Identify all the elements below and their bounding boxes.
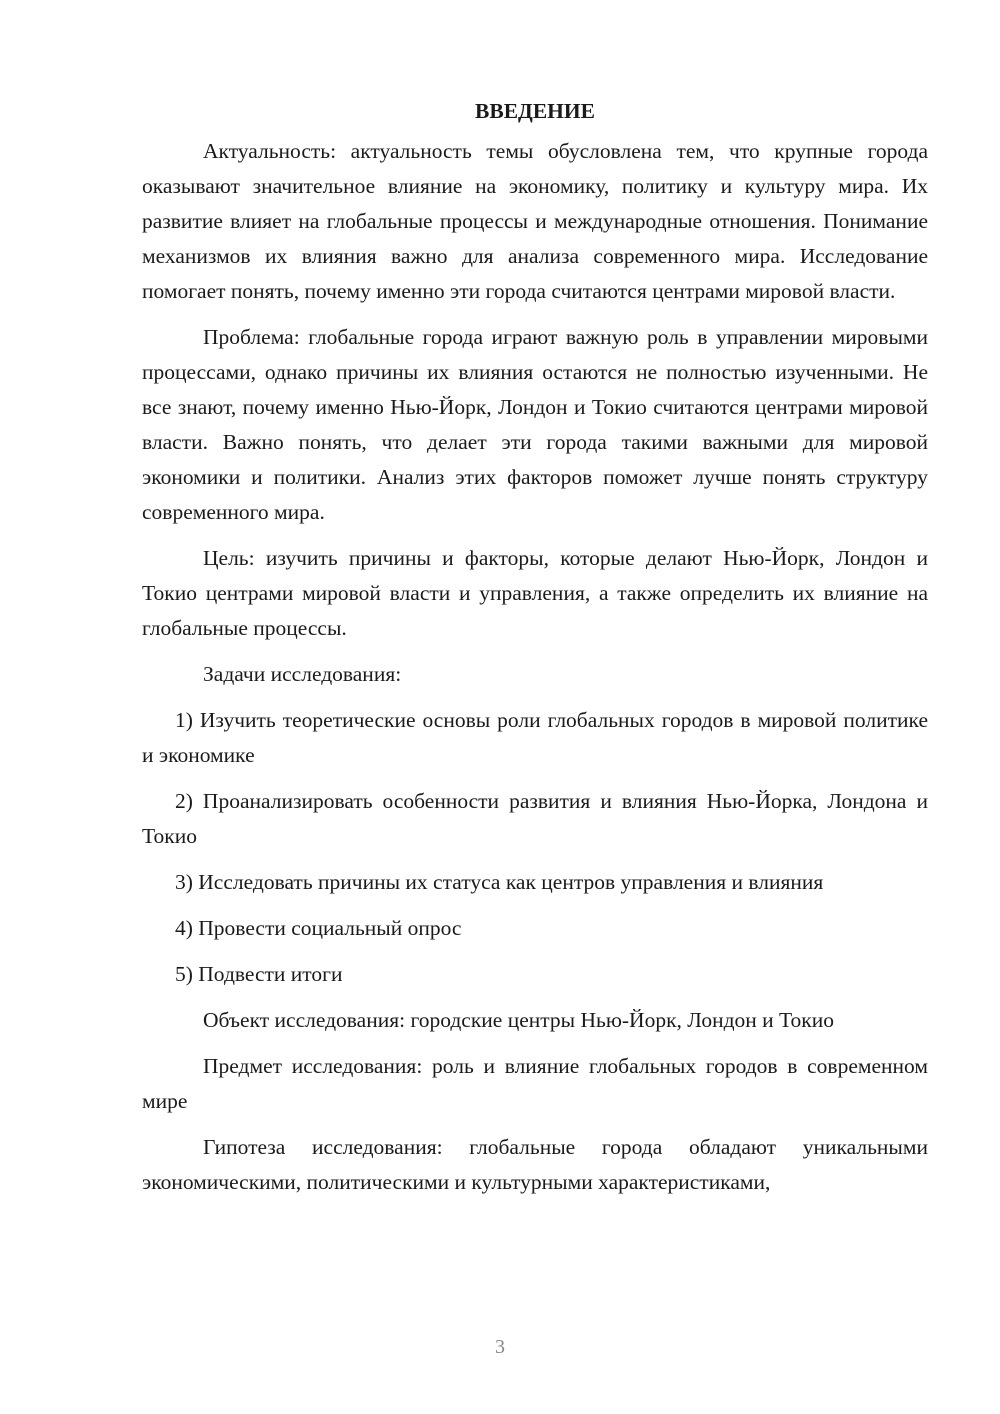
tasks-heading: Задачи исследования: (203, 662, 402, 686)
page-number: 3 (495, 1336, 505, 1358)
task-item-5: 5) Подвести итоги (175, 962, 343, 986)
task-item-4: 4) Провести социальный опрос (175, 916, 462, 940)
task-item-2: 2) Проанализировать особенности развития и влияния Нью-Йорка, Лондона и Токио (142, 789, 928, 848)
task-item-3: 3) Исследовать причины их статуса как центров управления и влияния (175, 870, 824, 894)
document-page (142, 96, 928, 1211)
paragraph-goal: Цель: изучить причины и факторы, которые делают Нью-Йорк, Лондон и Токио центрами мировой власти и управления, а также определить их влияние на глобальные процессы. (142, 546, 928, 640)
task-item-1: 1) Изучить теоретические основы роли глобальных городов в мировой политике и экономике (142, 708, 928, 767)
paragraph-relevance: Актуальность: актуальность темы обусловлена тем, что крупные города оказывают значительное влияние на экономику, политику и культуру мира. Их развитие влияет на глобальные процессы и международные отношения. Понимание механизмов их влияния важно для анализа современного мира. Исследование помогает понять, почему именно эти города считаются центрами мировой власти. (142, 139, 928, 303)
paragraph-object: Объект исследования: городские центры Нью-Йорк, Лондон и Токио (203, 1008, 834, 1032)
paragraph-subject: Предмет исследования: роль и влияние глобальных городов в современном мире (142, 1054, 928, 1113)
page-title: ВВЕДЕНИЕ (475, 99, 595, 123)
paragraph-hypothesis: Гипотеза исследования: глобальные города обладают уникальными экономическими, политическими и культурными характеристиками, (142, 1135, 928, 1194)
paragraph-problem: Проблема: глобальные города играют важную роль в управлении мировыми процессами, однако причины их влияния остаются не полностью изученными. Не все знают, почему именно Нью-Йорк, Лондон и Токио считаются центрами мировой власти. Важно понять, что делает эти города такими важными для мировой экономики и политики. Анализ этих факторов поможет лучше понять структуру современного мира. (142, 325, 928, 524)
